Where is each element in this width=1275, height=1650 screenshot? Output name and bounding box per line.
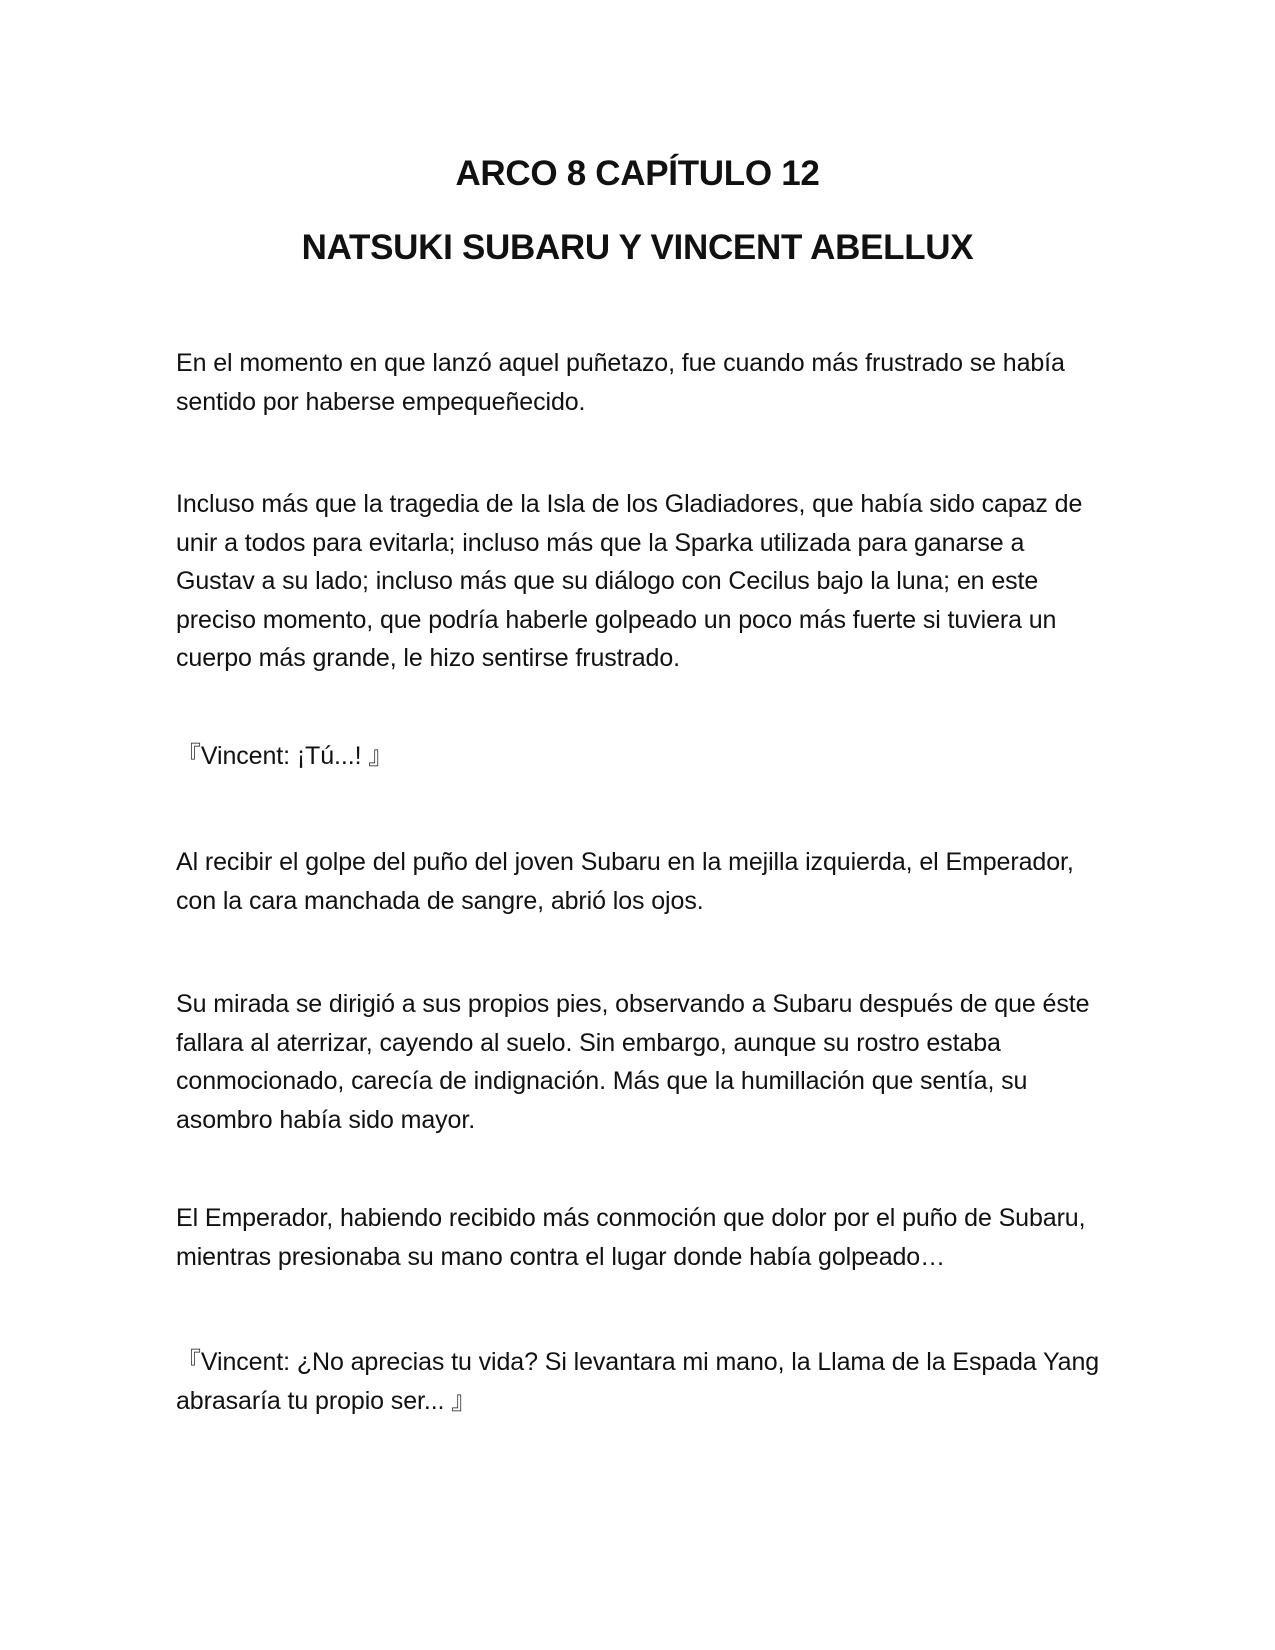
chapter-title: ARCO 8 CAPÍTULO 12 <box>455 154 820 193</box>
chapter-subtitle: NATSUKI SUBARU Y VINCENT ABELLUX <box>301 228 974 267</box>
paragraph-1: En el momento en que lanzó aquel puñetazo, fue cuando más frustrado se había sentido por haberse empequeñecido. <box>176 349 1065 416</box>
paragraph-5: El Emperador, habiendo recibido más conmoción que dolor por el puño de Subaru, mientras presionaba su mano contra el lugar donde había golpeado… <box>176 1204 1086 1271</box>
dialogue-1: 『Vincent: ¡Tú...! 』 <box>176 742 394 770</box>
dialogue-2: 『Vincent: ¿No aprecias tu vida? Si levantara mi mano, la Llama de la Espada Yang abrasaría tu propio ser... 』 <box>176 1348 1100 1415</box>
paragraph-4: Su mirada se dirigió a sus propios pies, observando a Subaru después de que éste fallara al aterrizar, cayendo al suelo. Sin embargo, aunque su rostro estaba conmocionado, carecía de indignación. Más que la humillación que sentía, su asombro había sido mayor. <box>176 990 1090 1134</box>
paragraph-2: Incluso más que la tragedia de la Isla de los Gladiadores, que había sido capaz de unir a todos para evitarla; incluso más que la Sparka utilizada para ganarse a Gustav a su lado; incluso más que su diálogo con Cecilus bajo la luna; en este preciso momento, que podría haberle golpeado un poco más fuerte si tuviera un cuerpo más grande, le hizo sentirse frustrado. <box>176 490 1083 672</box>
paragraph-3: Al recibir el golpe del puño del joven Subaru en la mejilla izquierda, el Emperador, con la cara manchada de sangre, abrió los ojos. <box>176 848 1074 915</box>
